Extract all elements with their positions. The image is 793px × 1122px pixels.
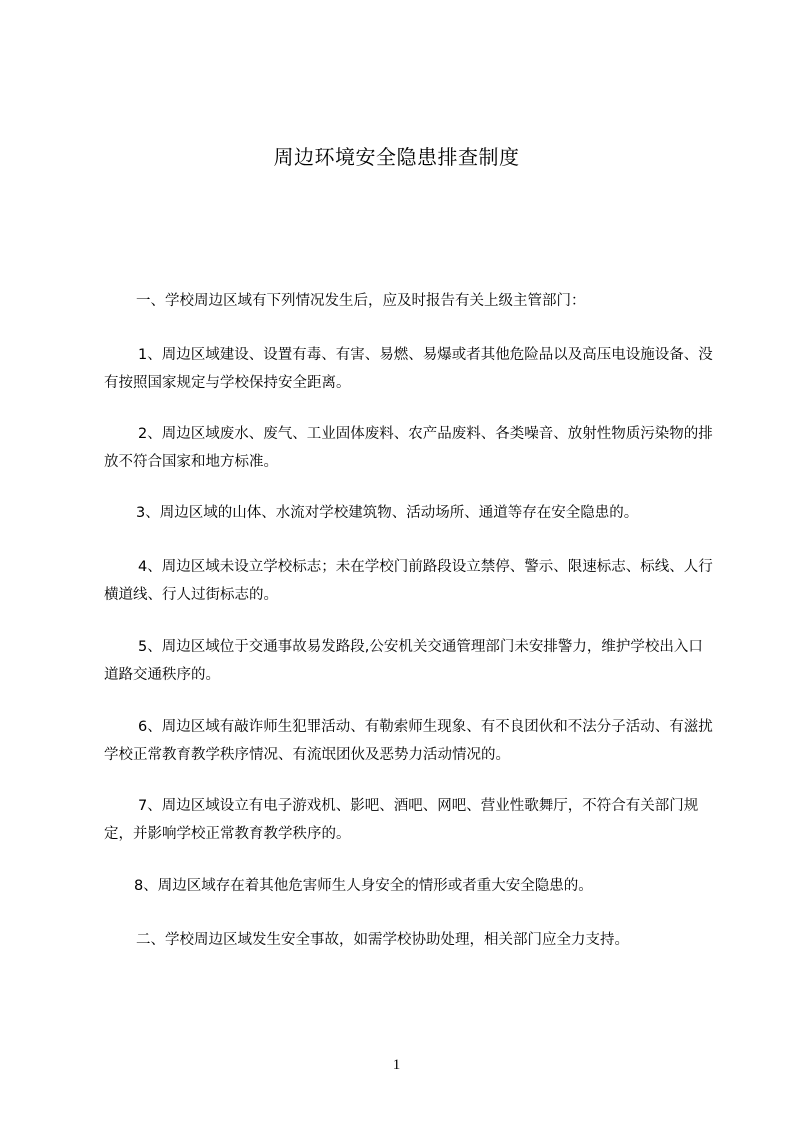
paragraph-item-6: 6、周边区域有敲诈师生犯罪活动、有勒索师生现象、有不良团伙和不法分子活动、有滋扰学校正常教育教学秩序情况、有流氓团伙及恶势力活动情况的。 (104, 719, 713, 763)
paragraph-section-one: 一、学校周边区域有下列情况发生后，应及时报告有关上级主管部门： (136, 293, 586, 309)
paragraph-item-3: 3、周边区域的山体、水流对学校建筑物、活动场所、通道等存在安全隐患的。 (136, 505, 639, 521)
paragraph-item-8: 8、周边区域存在着其他危害师生人身安全的情形或者重大安全隐患的。 (134, 878, 593, 894)
paragraph-item-2: 2、周边区域废水、废气、工业固体废料、农产品废料、各类噪音、放射性物质污染物的排放不符合国家和地方标准。 (104, 426, 713, 470)
paragraph-section-two: 二、学校周边区域发生安全事故，如需学校协助处理，相关部门应全力支持。 (136, 932, 629, 948)
paragraph-item-7: 7、周边区域设立有电子游戏机、影吧、酒吧、网吧、营业性歌舞厅，不符合有关部门规定，并影响学校正常教育教学秩序的。 (104, 798, 699, 842)
page-title: 周边环境安全隐患排查制度 (273, 145, 520, 169)
page-number: 1 (392, 1057, 401, 1073)
paragraph-item-5: 5、周边区域位于交通事故易发路段,公安机关交通管理部门未安排警力，维护学校出入口道路交通秩序的。 (104, 639, 703, 683)
paragraph-item-1: 1、周边区域建设、设置有毒、有害、易燃、易爆或者其他危险品以及高压电设施设备、没有按照国家规定与学校保持安全距离。 (104, 347, 713, 391)
paragraph-item-4: 4、周边区域未设立学校标志；未在学校门前路段设立禁停、警示、限速标志、标线、人行横道线、行人过街标志的。 (104, 559, 713, 603)
